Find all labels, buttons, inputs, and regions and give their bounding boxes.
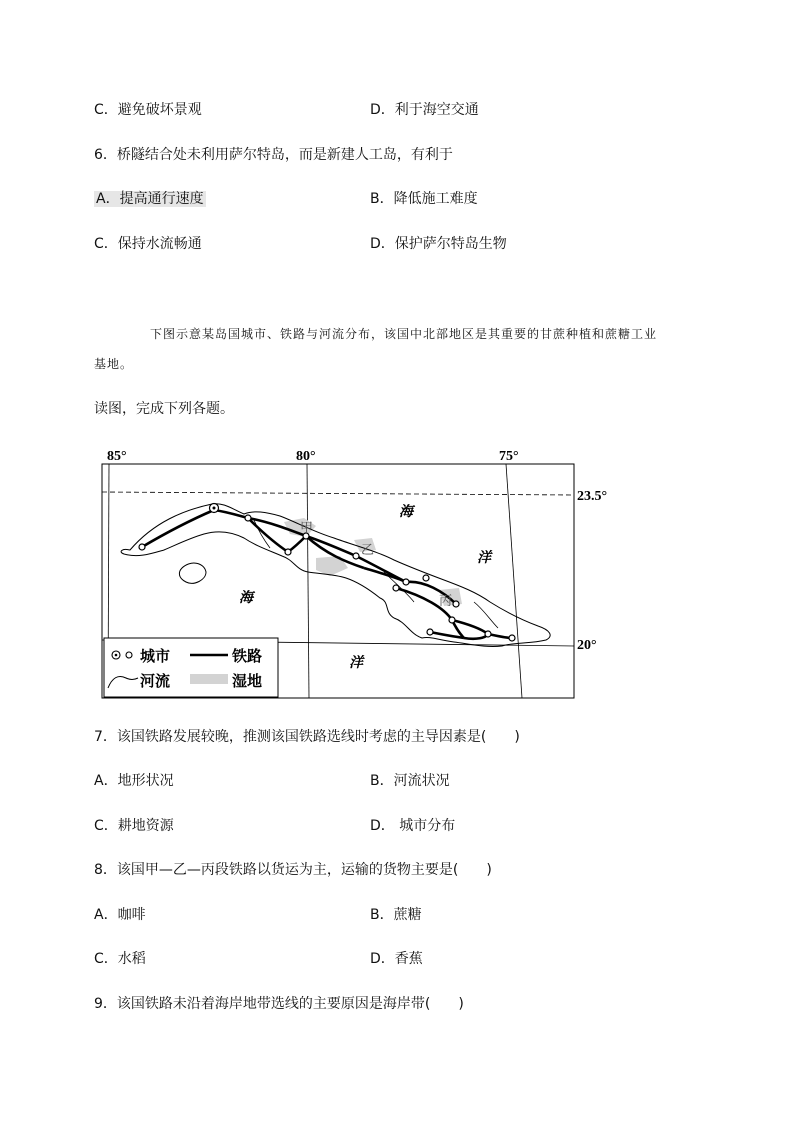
q7-option-d: D． 城市分布 [370, 818, 456, 834]
city-marker [485, 631, 491, 637]
city-marker [139, 544, 145, 550]
city-yi-marker [353, 553, 359, 559]
city-marker [427, 629, 433, 635]
city-marker [393, 585, 399, 591]
q8-option-a: A．咖啡 [94, 907, 146, 923]
q8-stem: 8．该国甲—乙—丙段铁路以货运为主，运输的货物主要是( ) [94, 862, 492, 878]
railway [464, 634, 488, 639]
river [254, 520, 270, 548]
main-island-outline [121, 504, 550, 647]
q8-option-d: D．香蕉 [370, 951, 423, 967]
legend-river-label: 河流 [140, 672, 171, 690]
sea-label-south-2: 洋 [349, 656, 363, 671]
legend-city-icon [126, 652, 132, 658]
river [474, 602, 498, 628]
city-bing-marker [453, 601, 459, 607]
q5-option-d: D．利于海空交通 [370, 102, 479, 118]
legend-wetland-icon [190, 674, 228, 684]
tropic-line [102, 492, 574, 495]
lon-label-75: 75° [499, 449, 519, 464]
railway [288, 536, 306, 552]
island-map [94, 442, 608, 707]
lon-label-85: 85° [107, 449, 127, 464]
legend-city-label: 城市 [140, 647, 171, 665]
meridian-80 [307, 464, 309, 698]
q6-option-a [94, 189, 206, 209]
q7-option-c: C．耕地资源 [94, 818, 174, 834]
place-jia: 甲 [300, 521, 314, 536]
q7-stem: 7．该国铁路发展较晚，推测该国铁路选线时考虑的主导因素是( ) [94, 729, 520, 745]
city-marker [509, 635, 515, 641]
sea-label-south-1: 海 [239, 591, 253, 606]
meridian-75 [506, 464, 522, 698]
small-island-outline [179, 563, 206, 583]
q8-option-c: C．水稻 [94, 951, 146, 967]
city-marker [403, 579, 409, 585]
q5-option-c: C．避免破坏景观 [94, 102, 202, 118]
lat-label-20: 20° [577, 638, 597, 653]
q7-option-a: A．地形状况 [94, 773, 174, 789]
city-marker [285, 549, 291, 555]
q7-option-b: B．河流状况 [370, 773, 450, 789]
q6-option-a-label: A．提高通行速度 [96, 191, 204, 207]
sea-label-north-1: 海 [399, 505, 413, 520]
place-yi: 乙 [361, 543, 375, 558]
passage-instruction: 读图，完成下列各题。 [94, 401, 234, 417]
place-bing: 丙 [439, 594, 453, 609]
legend-capital-dot [115, 654, 118, 657]
capital-dot [213, 507, 216, 510]
q6-stem: 6．桥隧结合处未利用萨尔特岛，而是新建人工岛，有利于 [94, 147, 453, 163]
q8-option-b: B．蔗糖 [370, 907, 422, 923]
passage-intro-line1: 下图示意某岛国城市、铁路与河流分布，该国中北部地区是其重要的甘蔗种植和蔗糖工业 [150, 327, 658, 341]
q6-option-b: B．降低施工难度 [370, 191, 478, 207]
lat-label-23-5: 23.5° [577, 489, 608, 504]
q6-option-d: D．保护萨尔特岛生物 [370, 236, 507, 252]
railway [488, 634, 512, 638]
passage-intro-line2: 基地。 [94, 357, 134, 371]
sea-label-north-2: 洋 [477, 551, 491, 566]
city-marker [423, 575, 429, 581]
map-legend [104, 638, 278, 697]
lon-label-80: 80° [296, 449, 316, 464]
legend-railway-label: 铁路 [232, 647, 263, 665]
city-marker [449, 617, 455, 623]
q9-stem: 9．该国铁路未沿着海岸地带选线的主要原因是海岸带( ) [94, 996, 464, 1012]
legend-wetland-label: 湿地 [232, 672, 263, 690]
q6-option-c: C．保持水流畅通 [94, 236, 202, 252]
city-marker [245, 515, 251, 521]
